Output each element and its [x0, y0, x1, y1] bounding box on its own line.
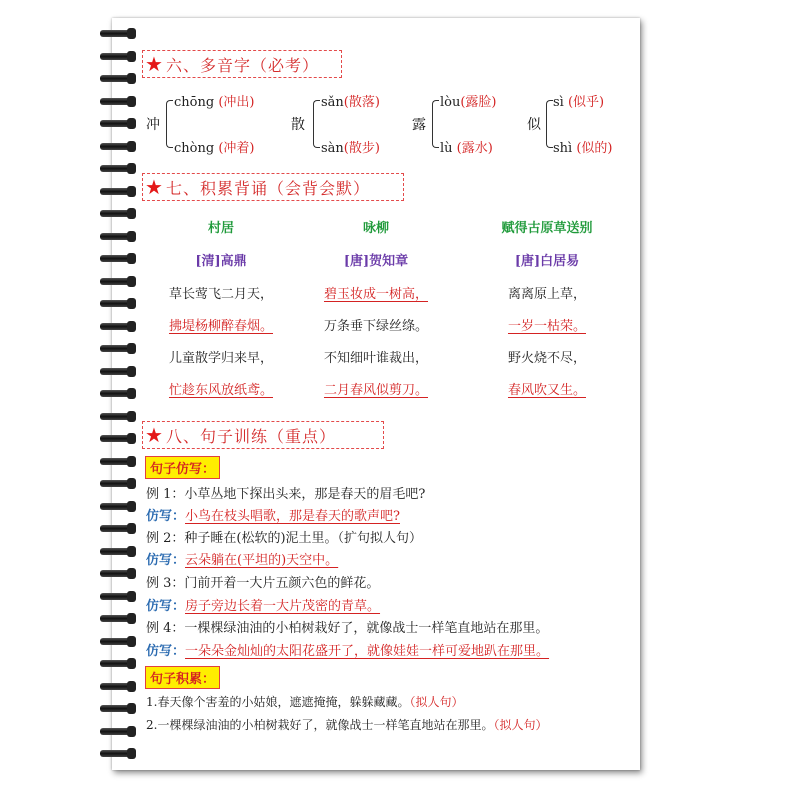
poem-author: [清]高鼎	[195, 254, 247, 269]
spiral-ring	[100, 323, 134, 330]
brace	[166, 100, 173, 148]
pinyin-item: lù (露水)	[440, 141, 493, 156]
poem-line: 碧玉妆成一树高，	[323, 287, 428, 302]
star-icon: ★	[145, 423, 164, 447]
section7-title: 七、积累背诵（会背会默）	[165, 178, 370, 198]
poem-line: 春风吹又生。	[507, 383, 586, 398]
imitation-2: 仿写：云朵躺在(平坦的)天空中。	[146, 553, 339, 568]
spiral-ring	[100, 435, 134, 442]
spiral-ring	[100, 75, 134, 82]
accumulate-1: 1.春天像个害羞的小姑娘，遮遮掩掩，躲躲藏藏。（拟人句）	[146, 695, 464, 709]
spiral-ring	[100, 390, 134, 397]
poem-title: 赋得古原草送别	[501, 221, 593, 236]
spiral-ring	[100, 525, 134, 532]
spiral-ring	[100, 705, 134, 712]
section6-heading	[142, 50, 342, 78]
imitation-4: 仿写：一朵朵金灿灿的太阳花盛开了，就像娃娃一样可爱地趴在那里。	[146, 644, 550, 659]
spiral-ring	[100, 30, 134, 37]
spiral-ring	[100, 165, 134, 172]
spiral-ring	[100, 570, 134, 577]
spiral-ring	[100, 480, 134, 487]
pinyin-item: sì (似乎)	[553, 95, 605, 110]
spiral-ring	[100, 300, 134, 307]
example-4: 例 4：一棵棵绿油油的小柏树栽好了，就像战士一样笔直地站在那里。	[146, 621, 549, 636]
accumulate-tag: 句子积累：	[145, 666, 220, 689]
poem-line: 万条垂下绿丝绦。	[323, 319, 428, 334]
poem-title: 村居	[207, 221, 234, 236]
star-icon: ★	[145, 175, 164, 199]
pinyin-item: lòu(露脸)	[440, 95, 497, 110]
poem-line: 二月春风似剪刀。	[323, 383, 428, 398]
spiral-ring	[100, 548, 134, 555]
spiral-ring	[100, 53, 134, 60]
section6-title: 六、多音字（必考）	[165, 55, 319, 75]
section7-heading	[142, 173, 404, 201]
brace	[546, 100, 553, 148]
imitation-1: 仿写：小鸟在枝头唱歌，那是春天的歌声吧?	[146, 509, 400, 524]
imitation-3: 仿写：房子旁边长着一大片茂密的青草。	[146, 599, 381, 614]
poem-line: 一岁一枯荣。	[507, 319, 586, 334]
spiral-binding	[100, 30, 136, 770]
poem-line: 草长莺飞二月天，	[168, 287, 273, 302]
spiral-ring	[100, 278, 134, 285]
poly-char-san: 散	[291, 117, 305, 133]
spiral-ring	[100, 615, 134, 622]
brace	[432, 100, 439, 148]
spiral-ring	[100, 143, 134, 150]
poly-char-lu: 露	[412, 117, 426, 133]
spiral-ring	[100, 593, 134, 600]
pinyin-item: chōng (冲出)	[174, 95, 255, 110]
pinyin-item: sàn(散步)	[321, 141, 380, 156]
spiral-ring	[100, 368, 134, 375]
poem-title: 咏柳	[362, 221, 389, 236]
imitate-tag: 句子仿写：	[145, 456, 220, 479]
poem-author: [唐]白居易	[514, 254, 580, 269]
spiral-ring	[100, 210, 134, 217]
spiral-ring	[100, 120, 134, 127]
poly-char-si: 似	[527, 117, 541, 133]
brace	[313, 100, 320, 148]
section8-title: 八、句子训练（重点）	[165, 426, 336, 446]
pinyin-item: sǎn(散落)	[321, 95, 380, 110]
spiral-ring	[100, 750, 134, 757]
spiral-ring	[100, 345, 134, 352]
poem-line: 离离原上草，	[507, 287, 586, 302]
poem-line: 野火烧不尽，	[507, 351, 586, 366]
pinyin-item: chòng (冲着)	[174, 141, 255, 156]
poly-char-chong: 冲	[146, 117, 160, 133]
spiral-ring	[100, 255, 134, 262]
accumulate-2: 2.一棵棵绿油油的小柏树栽好了，就像战士一样笔直地站在那里。（拟人句）	[146, 718, 548, 732]
star-icon: ★	[145, 52, 164, 76]
poem-line: 儿童散学归来早，	[168, 351, 273, 366]
example-1: 例 1：小草丛地下探出头来，那是春天的眉毛吧?	[146, 487, 426, 502]
example-2: 例 2：种子睡在(松软的)泥土里。（扩句拟人句）	[146, 531, 423, 546]
section8-heading	[142, 421, 384, 449]
spiral-ring	[100, 188, 134, 195]
spiral-ring	[100, 413, 134, 420]
spiral-ring	[100, 233, 134, 240]
spiral-ring	[100, 728, 134, 735]
spiral-ring	[100, 660, 134, 667]
poem-line: 拂堤杨柳醉春烟。	[168, 319, 273, 334]
poem-line: 忙趁东风放纸鸢。	[168, 383, 273, 398]
pinyin-item: shì (似的)	[553, 141, 613, 156]
spiral-ring	[100, 503, 134, 510]
spiral-ring	[100, 458, 134, 465]
spiral-ring	[100, 683, 134, 690]
poem-author: [唐]贺知章	[343, 254, 409, 269]
spiral-ring	[100, 98, 134, 105]
spiral-ring	[100, 638, 134, 645]
poem-line: 不知细叶谁裁出，	[323, 351, 428, 366]
example-3: 例 3：门前开着一大片五颜六色的鲜花。	[146, 576, 380, 591]
